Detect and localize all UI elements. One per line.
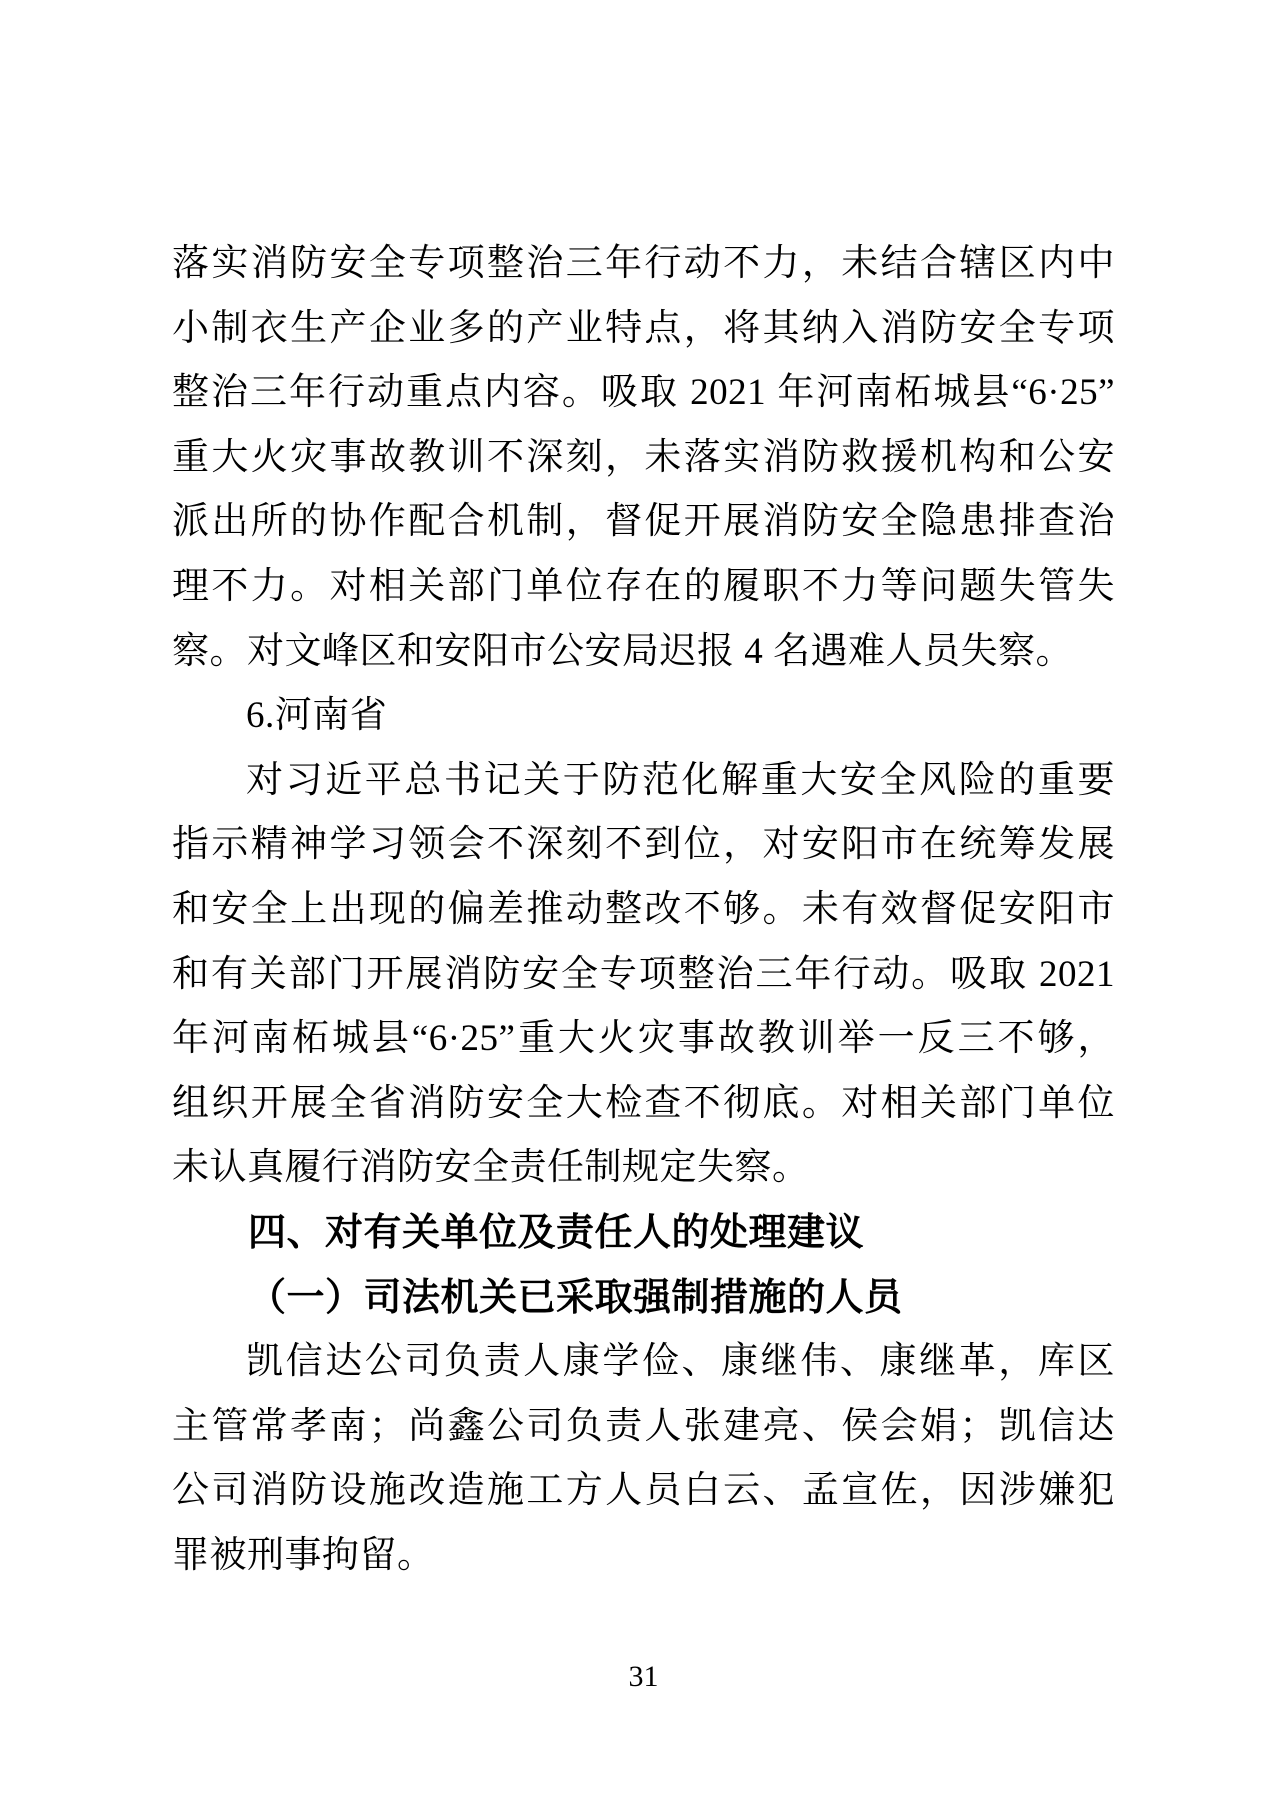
text-line: 四、对有关单位及责任人的处理建议: [248, 1211, 865, 1254]
text-line: 罪被刑事拘留。: [172, 1534, 435, 1576]
page-number: 31: [628, 1660, 659, 1693]
text-line: 凯信达公司负责人康学俭、康继伟、康继革，库区: [246, 1341, 1115, 1383]
text-line: 理不力。对相关部门单位存在的履职不力等问题失管失: [172, 565, 1115, 607]
text-line: 年河南柘城县“6·25”重大火灾事故教训举一反三不够，: [172, 1018, 1115, 1060]
paragraph: [172, 1266, 1115, 1331]
text-line: 指示精神学习领会不深刻不到位，对安阳市在统筹发展: [172, 824, 1115, 866]
text-line: 主管常孝南；尚鑫公司负责人张建亮、侯会娟；凯信达: [172, 1405, 1115, 1447]
paragraph: [172, 1201, 1115, 1266]
text-line: 公司消防设施改造施工方人员白云、孟宣佐，因涉嫌犯: [172, 1470, 1115, 1512]
text-line: 小制衣生产企业多的产业特点，将其纳入消防安全专项: [172, 307, 1115, 349]
paragraph: [172, 232, 1115, 684]
paragraph: [172, 1330, 1115, 1588]
text-line: 未认真履行消防安全责任制规定失察。: [172, 1147, 810, 1189]
text-line: 派出所的协作配合机制，督促开展消防安全隐患排查治: [172, 501, 1115, 543]
text-line: 组织开展全省消防安全大检查不彻底。对相关部门单位: [172, 1082, 1115, 1124]
text-line: 重大火灾事故教训不深刻，未落实消防救援机构和公安: [172, 436, 1115, 478]
text-line: 和有关部门开展消防安全专项整治三年行动。吸取 2021: [172, 953, 1115, 995]
document-body: [172, 232, 1115, 1588]
text-line: 整治三年行动重点内容。吸取 2021 年河南柘城县“6·25”: [172, 372, 1115, 414]
paragraph: [172, 684, 1115, 749]
text-line: 落实消防安全专项整治三年行动不力，未结合辖区内中: [172, 243, 1115, 284]
paragraph: [172, 749, 1115, 1201]
text-line: 察。对文峰区和安阳市公安局迟报 4 名遇难人员失察。: [172, 630, 1073, 672]
text-line: 6.河南省: [246, 695, 388, 737]
text-line: （一）司法机关已采取强制措施的人员: [248, 1276, 903, 1319]
text-line: 和安全上出现的偏差推动整改不够。未有效督促安阳市: [172, 888, 1115, 930]
text-line: 对习近平总书记关于防范化解重大安全风险的重要: [246, 759, 1115, 801]
